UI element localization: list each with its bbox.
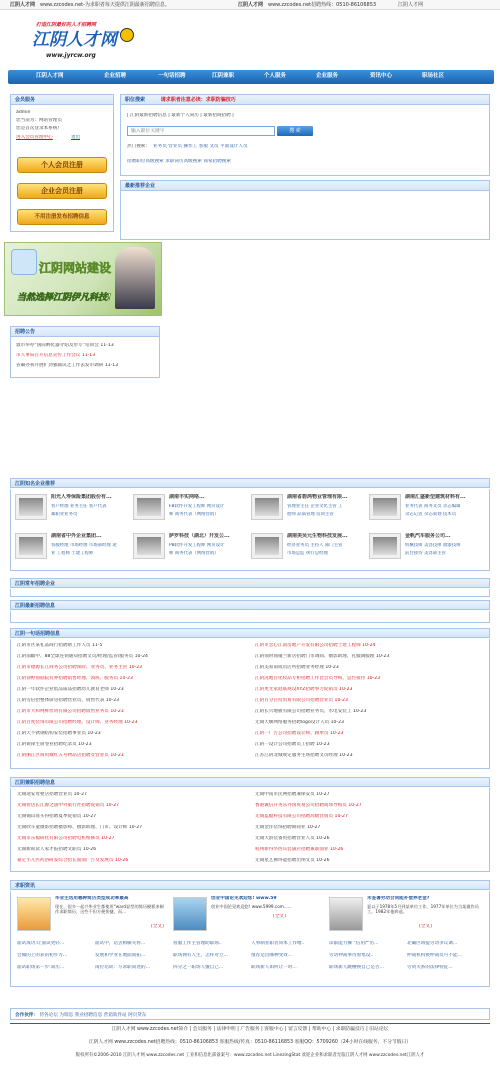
news-link[interactable]: 会做的上的获的初步方... <box>17 953 68 958</box>
oneline-title: 江阴一句话招聘信息 <box>10 628 490 638</box>
news-link[interactable]: 客服工作主管理助职场.. <box>173 941 222 946</box>
company-card[interactable] <box>369 494 477 526</box>
latest-list <box>10 611 490 623</box>
notice-item[interactable]: 市人事局召开信息宣传工作会议 11-13 <box>16 353 96 358</box>
news-link[interactable]: 仲裁机构被仲裁员可不能... <box>407 953 462 958</box>
company-logo <box>251 533 283 559</box>
article-title[interactable]: 毕业生选用哪种简历类型成功率最高 <box>55 896 129 901</box>
partners-links[interactable]: 侍各论坛 为瑞息 我业招聘信息 营销软件站 阿页贷东 <box>39 1013 147 1018</box>
free-post-button[interactable]: 不用注册发布招聘信息 <box>17 209 107 225</box>
job-item[interactable]: 香港诚信开英乐外国贸易公司招聘商场导购员 10-27 <box>255 803 362 808</box>
news-link[interactable]: 职场新人跳槽换自己是否... <box>329 965 384 970</box>
company-card[interactable] <box>251 494 359 526</box>
company-jobs[interactable]: 前台接待 美容部主管 <box>405 551 446 556</box>
job-item[interactable]: 江阴徐野仙剧院有界招聘销售经理、领班、服务员 10-23 <box>17 676 133 681</box>
oneline-list <box>10 639 490 769</box>
nav-oneline-jobs[interactable]: 一句话招聘 <box>158 73 186 79</box>
job-item[interactable]: 江阴百分百投贸易有限公司招聘营业员 10-23 <box>255 698 348 703</box>
job-item[interactable]: 江阴更光家庭联规设XYZ招聘事力促销员 10-23 <box>255 687 353 692</box>
company-jobs[interactable]: PB软件开发工程师 网页设计 <box>169 543 225 548</box>
partners-label: 合作伙伴： <box>15 1013 38 1018</box>
article-more-link[interactable]: [全文] <box>151 924 164 929</box>
company-name[interactable]: 湖南美吴元生物科技发展... <box>287 533 348 539</box>
article-summary: 创业中国论见欢迎您! www.5999.com...... <box>211 904 292 909</box>
job-item[interactable]: 江苏江阴北城规定服务生场招聘文员经理 10-23 <box>255 753 353 758</box>
company-card[interactable] <box>15 533 123 565</box>
search-safety-tip[interactable]: 请求职者注意必读：求职防骗技巧 <box>160 97 236 103</box>
company-logo <box>15 494 47 520</box>
company-jobs[interactable]: 业务代表 商务文员 杂志编辑 <box>405 504 461 509</box>
job-item[interactable]: 无锡蓝艇科技有限公司招聘高级营销员 10-27 <box>255 814 348 819</box>
job-item[interactable]: 无锡星艺佛得能招聘出纳文员 10-26 <box>255 858 330 863</box>
member-user: admin <box>16 110 31 115</box>
top-desc: www.zzcodes.net-为求职者每天提供江阴最新招聘信息。 <box>40 2 170 8</box>
company-logo <box>369 533 401 559</box>
personal-register-button[interactable]: 个人会员注册 <box>17 157 107 173</box>
nav-community[interactable]: 职场社区 <box>422 73 445 79</box>
job-item[interactable]: 江阴市大和网鲜丝资有限公司招聘销售业务员 10-23 <box>17 709 124 714</box>
company-name[interactable]: 金帆汽车服务公司... <box>405 533 451 539</box>
company-jobs[interactable]: 师 商务代表（网络营销） <box>169 512 219 517</box>
job-item[interactable]: 无锡智达长江源之旅中外旅行社招聘促销员 10-27 <box>17 803 120 808</box>
footer-contact: 江阴人才网 www.zzcodes.net招聘热线：0510-86106853 客服热线/传真：0510-86116853 客服QQ：5709260（24小时在线服务，不分节假日） <box>88 1040 412 1045</box>
notice-panel <box>10 326 160 378</box>
site-logo[interactable] <box>30 20 140 62</box>
notice-item[interactable]: 敦市举办“国际孵化器介绍及形专”培训会 11-13 <box>16 343 114 348</box>
banner-line1: 江阴网站建设 <box>39 261 112 275</box>
company-card[interactable] <box>251 533 359 565</box>
top-bar <box>0 0 500 10</box>
job-item[interactable]: 江阴市区某礼品商行招聘助工作人员 11-5 <box>17 643 103 648</box>
top-hotline-label: 江阴人才网 <box>238 2 264 8</box>
nav-news[interactable]: 资讯中心 <box>370 73 393 79</box>
bee-icon <box>120 28 134 42</box>
hot-search-terms[interactable]: 业务员 营业员 操作工 客服 文员 平面设计人员 <box>153 144 248 149</box>
job-item[interactable]: 嘉定小儿医药浴研发综合招长面面广告及发展员 10-26 <box>17 858 129 863</box>
news-link[interactable]: 人事制业职者同本工作赠.. <box>251 941 305 946</box>
logout-link[interactable]: 退出 <box>71 135 81 140</box>
job-item[interactable]: 江阴一年软件企业低品质品招聘幼儿教育老师 10-23 <box>17 687 124 692</box>
jobinfo-panel <box>10 891 490 987</box>
article-photo <box>329 897 363 931</box>
job-item[interactable]: 江阴领时商铺兰新店招聘门市调间、摄影助理、礼服调服理 10-23 <box>255 654 390 659</box>
article-title[interactable]: 未签署劳动合同能补偿养老金? <box>367 896 430 901</box>
job-item[interactable]: 无锡新锐读人家才报招聘文职员 10-26 <box>17 847 97 852</box>
company-jobs[interactable]: 机械技师 美容技师 油漆技师 <box>405 543 461 548</box>
company-name[interactable]: 湖南省中外企业集团... <box>51 533 102 539</box>
article-more-link[interactable]: [全文] <box>273 914 286 919</box>
jobinfo-title: 求职资讯 <box>10 880 490 890</box>
company-jobs[interactable]: 市场总监 执行总经理 <box>287 551 328 556</box>
nav-company-jobs[interactable]: 企业招聘 <box>104 73 127 79</box>
top-hotline: www.zzcodes.net招聘热线：0510-86106853 <box>268 2 377 8</box>
famous-title: 江阴知名企业推荐 <box>10 478 490 488</box>
footer-links[interactable]: 江阴人才网 www.zzcodes.net简介 | 会员服务 | 法律申明 | 广告服务 | 客服中心 | 留言反馈 | 帮助中心 | 求职防骗技巧 | 旧站论坛 <box>111 1027 389 1032</box>
company-logo <box>15 533 47 559</box>
parttime-title: 江阴兼职招聘信息 <box>10 777 490 787</box>
job-item[interactable]: 江阴长兴地板有限公司招聘业务员、水电安装工 10-23 <box>255 709 367 714</box>
job-item[interactable]: 无锡天韵装备贸招聘营业人员 10-26 <box>255 836 330 841</box>
nav-company-service[interactable]: 企业服务 <box>316 73 339 79</box>
job-item[interactable]: 江阴丽江区商贸城红五号物品店招聘女营业员 10-23 <box>17 753 124 758</box>
news-link[interactable]: 劳资关系的法律特征... <box>407 965 453 970</box>
job-item[interactable]: 江阴天不锈钢结构安装招聘事业员 10-23 <box>17 731 101 736</box>
news-link[interactable]: 职场新人如何让一时... <box>251 965 297 970</box>
company-jobs[interactable]: FB软件开发工程师 网页设计 <box>169 504 225 509</box>
company-card[interactable] <box>133 494 241 526</box>
article-title[interactable]: 创业中国论见欢迎您! www.59 <box>211 896 277 901</box>
job-item[interactable]: 无锡市东福研化有限公司招聘电机维修员 10-27 <box>17 836 115 841</box>
job-search-panel <box>120 94 490 176</box>
news-link[interactable]: 推荐是出哪种变效... <box>251 953 293 958</box>
search-header <box>121 95 489 105</box>
news-link[interactable]: 面试职场第一步:简历... <box>17 965 65 970</box>
job-item[interactable]: 无锡中南市民网招聘兼保安员 10-27 <box>255 792 330 797</box>
nav-parttime[interactable]: 江阴兼职 <box>212 73 235 79</box>
company-card[interactable] <box>369 533 477 565</box>
article-summary: 夏以子1978年5月到某单位工作，1977年单位为当某做作员工。1982年他病退。 <box>367 904 479 915</box>
company-jobs[interactable]: 杂志记者 杂志策划 技术员 <box>405 512 457 517</box>
notice-title: 招聘公告 <box>11 327 159 337</box>
member-prompt: 您是首次登录本系统! <box>16 126 60 131</box>
job-item[interactable]: 江阴百度装饰有限公司招聘经理、设计师、业务经理 10-23 <box>17 720 138 725</box>
footer-copyright: 版权所有©2006-2010 江阴人才网 www.zzcodes.net 工业和信息化部备案号：www.zzcodes.net LinezingStat 欢迎企业和求职者光临江阴人才网 www.zzcodes.net江阴人才 <box>75 1053 425 1058</box>
news-link[interactable]: 面试中，话丢相解关将... <box>95 941 146 946</box>
logo-domain: www.jyrcw.org <box>46 52 96 59</box>
notice-item[interactable]: 省确办我开展扩劲强辅试之工作去发市调研 11-13 <box>16 363 119 368</box>
seasonal-title: 江阴常年招聘企业 <box>10 578 490 588</box>
job-item[interactable]: 江阴锐锋生厨卷业招聘纪录员 10-23 <box>17 742 92 747</box>
company-jobs[interactable]: 师 商务代表（网络营销） <box>169 551 219 556</box>
footer-divider <box>10 1023 490 1024</box>
member-center-link[interactable]: 进入会员管理中心 <box>16 135 53 140</box>
member-title: 会员服务 <box>11 95 113 105</box>
company-name[interactable]: 湖南汇盛新型建筑材料有... <box>405 494 466 500</box>
company-jobs[interactable]: 管理业主任 企业文化主管 工 <box>287 504 343 509</box>
job-item[interactable]: 江阴洗地百化妆品专柜招聘工作比会员导购、总台接待 10-23 <box>255 676 381 681</box>
company-jobs[interactable]: 经济业务员 主持人 部门主管 <box>287 543 343 548</box>
company-name[interactable]: 湖南丰实网络... <box>169 494 205 500</box>
banner-line2: 当然选择江阴伊凡科技! <box>17 293 112 303</box>
company-jobs[interactable]: 客服经理 市场经理 市场部经理 途 <box>51 543 117 548</box>
job-item[interactable]: 江阴市德源长江商务公司招聘保险、业务员、业务主管 10-23 <box>17 665 143 670</box>
nav-personal-service[interactable]: 个人服务 <box>264 73 287 79</box>
company-card[interactable] <box>133 533 241 565</box>
news-link[interactable]: 读职能力操 “信用严厉... <box>329 941 379 946</box>
job-item[interactable]: 江阴美易南成员店所招聘业务经理 10-23 <box>255 665 339 670</box>
job-item[interactable]: 江阴雪倍拾整体厨房招聘营业员、销售代表 10-23 <box>17 698 120 703</box>
company-jobs[interactable]: 程师 品质管理 培训主管 <box>287 512 334 517</box>
news-link[interactable]: 面试成功:让面试更轻... <box>17 941 65 946</box>
article-photo <box>17 897 51 931</box>
search-button[interactable]: 搜 索 <box>277 126 313 136</box>
company-logo <box>369 494 401 520</box>
company-jobs[interactable]: 素职业业务员 <box>51 512 78 517</box>
search-tab[interactable]: 职位搜索 <box>125 97 146 103</box>
company-register-button[interactable]: 企业会员注册 <box>17 183 107 199</box>
search-input[interactable] <box>127 126 275 136</box>
web-design-banner[interactable] <box>4 242 162 316</box>
advanced-search-links[interactable]: 招聘职位高级搜索 求职简历高级搜索 商家招聘搜索 <box>127 159 231 164</box>
job-item[interactable]: 无锡天顺网络服务招聘logo设计人员 10-23 <box>255 720 344 725</box>
person-photo <box>115 247 155 309</box>
article-summary: 现在，很多一起兴毕业生都使用“ward显型的简历模板来制作求职简历，这些不但方便快捷，而... <box>55 904 164 915</box>
company-logo <box>133 533 165 559</box>
news-link[interactable]: 劳动仲裁事待原集设.. <box>329 953 374 958</box>
company-card[interactable] <box>15 494 123 526</box>
article-photo <box>173 897 207 931</box>
top-site[interactable]: 江阴人才网 <box>10 2 36 8</box>
job-item[interactable]: 江阴一设计公司招聘员工招聘 10-23 <box>255 742 330 747</box>
document-icon <box>11 249 37 275</box>
hot-search-label: 热门搜索： <box>127 144 150 149</box>
news-link[interactable]: 发展和学业在地面间拓... <box>95 953 146 958</box>
famous-companies <box>10 489 490 571</box>
news-link[interactable]: 岗位培训：写求职简述的... <box>95 965 150 970</box>
job-item[interactable]: 杭州新得华西宾装潢店招聘兼职面业 10-26 <box>255 847 344 852</box>
latest-title: 江阴最新招聘信息 <box>10 600 490 610</box>
job-item[interactable]: 江阴一广告公司招聘设计师、跟单员 10-23 <box>255 731 344 736</box>
partners-bar <box>10 1008 490 1020</box>
news-link[interactable]: 北确区域提劳动争议调... <box>407 941 458 946</box>
company-logo <box>251 494 283 520</box>
job-item[interactable]: 无锡金洋装饰招聘期间业 10-27 <box>255 825 321 830</box>
logo-slogan: 打造江阴最好的人才招聘网 <box>36 22 97 28</box>
recommend-title: 最新推荐企业 <box>121 181 489 191</box>
company-name[interactable]: 湖南省碧鸿物业管理有限... <box>287 494 348 500</box>
recommend-panel <box>120 180 490 240</box>
job-item[interactable]: 无锡途安母婴店招聘营业员 10-27 <box>17 792 87 797</box>
main-nav <box>8 70 494 84</box>
seasonal-list <box>10 589 490 597</box>
search-links[interactable]: | 江阴最新招聘信息 | 最新个人简历 | 最新招商招聘 | <box>127 113 234 118</box>
company-logo <box>133 494 165 520</box>
nav-home[interactable]: 江阴人才网 <box>36 73 64 79</box>
article-more-link[interactable]: [全文] <box>419 924 432 929</box>
top-site2[interactable]: 江阴人才网 <box>398 2 424 8</box>
logo-name: 江阴人才网 <box>32 30 117 50</box>
member-service-panel <box>10 94 114 232</box>
job-item[interactable]: 江阴南麒中、88全球连锁通知招聘文员/经理/监管/服务员 10-24 <box>17 654 148 659</box>
company-name[interactable]: 阳光人寿保险集团股份有... <box>51 494 112 500</box>
company-jobs[interactable]: 客户经理 业务主任 客户代表 <box>51 504 107 509</box>
job-item[interactable]: 江阴市恋心江南房地产开发有限公司招聘土建工程师 10-24 <box>255 643 376 648</box>
parttime-list <box>10 788 490 872</box>
member-welcome: 您当前为：网站管理员 <box>16 118 62 123</box>
news-link[interactable]: 四分之一职场人懂自己... <box>173 965 224 970</box>
news-link[interactable]: 职场拥有人生，怎样对立... <box>173 953 228 958</box>
company-jobs[interactable]: 业 工程师 土建工程师 <box>51 551 94 556</box>
company-name[interactable]: 萨罗科技（湖北）开发公... <box>169 533 230 539</box>
job-item[interactable]: 无锡锡山易买得招聘夏季促销员 10-27 <box>17 814 97 819</box>
job-item[interactable]: 无锡欣车童摄影招聘摄影师、摄影助理、门市、设计师 10-27 <box>17 825 143 830</box>
